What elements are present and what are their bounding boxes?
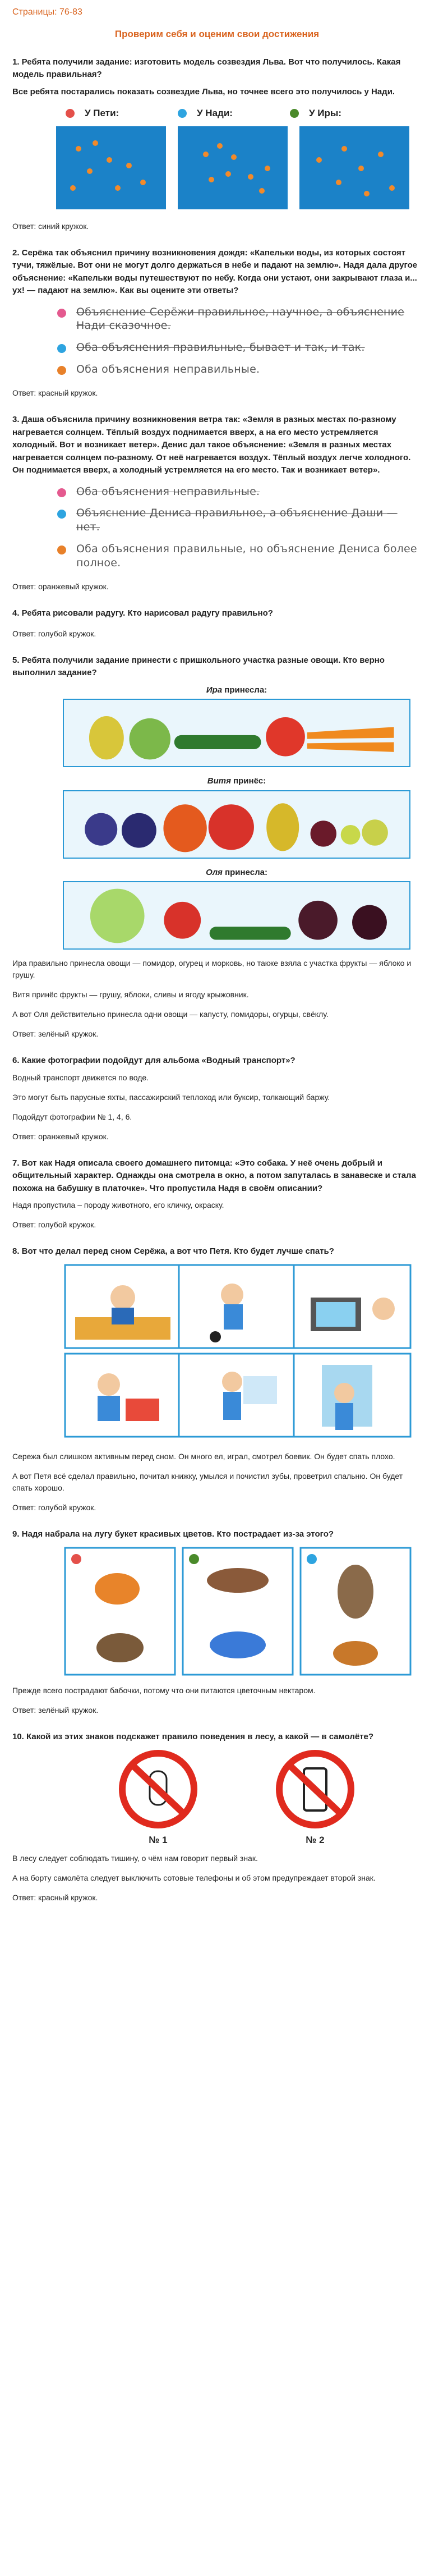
q9-explanation-1: Прежде всего пострадают бабочки, потому что они питаются цветочным нектаром.	[12, 1685, 316, 1695]
constellation-models	[56, 126, 409, 209]
question-4: 4. Ребята рисовали радугу. Кто нарисовал радугу правильно?	[12, 608, 273, 618]
sign-label-1: № 1	[149, 1835, 168, 1846]
answer-9: Ответ: зелёный кружок.	[12, 1705, 99, 1715]
question-1: 1. Ребята получили задание: изготовить модель созвездия Льва. Вот что получилось. Какая модель правильная?	[12, 57, 401, 79]
pink-dot-icon	[57, 309, 66, 318]
ira-vegetables-image	[63, 699, 410, 767]
question-1-note: Все ребята постарались показать созвездие Льва, но точнее всего это получилось у Нади.	[12, 86, 395, 97]
option-3-2: Объяснение Дениса правильное, а объяснение Даши — нет.	[57, 506, 422, 534]
page-title: Проверим себя и оценим свои достижения	[114, 29, 320, 39]
q6-explanation-2: Это могут быть парусные яхты, пассажирский теплоход или буксир, толкающий баржу.	[12, 1092, 330, 1102]
blue-dot-icon	[57, 344, 66, 353]
q10-explanation-1: В лесу следует соблюдать тишину, о чём нам говорит первый знак.	[12, 1854, 258, 1863]
animals-illustration	[64, 1547, 412, 1676]
option-2-2: Оба объяснения правильные, бывает и так, и так.	[57, 341, 422, 355]
orange-dot-icon	[57, 366, 66, 375]
leo-model-icon	[56, 126, 166, 209]
options-3	[57, 485, 422, 570]
q7-explanation-1: Надя пропустила – породу животного, его кличку, окраску.	[12, 1200, 224, 1210]
answer-5: Ответ: зелёный кружок.	[12, 1029, 99, 1039]
page	[12, 6, 422, 1904]
pages-label: Страницы: 76-83	[12, 7, 82, 17]
question-10: 10. Какой из этих знаков подскажет правило поведения в лесу, а какой — в самолёте?	[12, 1731, 374, 1741]
q8-explanation-1: Сережа был слишком активным перед сном. Он много ел, играл, смотрел боевик. Он будет спать плохо.	[12, 1452, 395, 1461]
label-nadya: У Нади:	[178, 106, 290, 121]
ira-label: Ира принесла:	[206, 685, 267, 695]
question-2: 2. Серёжа так объяснил причину возникновения дождя: «Капельки воды, из которых состоят тучи, тяжёлые. Вот они не могут долго держаться в небе и падают на землю». Надя дала другое объяснение: «Капельки воды путешествуют по небу. Когда они устают, они закрывают глаза и... ух! — падают на землю». Как вы оцените эти ответы?	[12, 247, 418, 295]
green-dot-icon	[290, 109, 299, 118]
question-7: 7. Вот как Надя описала своего домашнего питомца: «Это собака. У неё очень добрый и общительный характер. Однажды она смотрела в окно, а потом запуталась в занавеске и стала похожа на бабушку в платочке». Что пропустила Надя в своём описании?	[12, 1158, 416, 1193]
vitya-label: Витя принёс:	[207, 776, 266, 786]
question-6: 6. Какие фотографии подойдут для альбома «Водный транспорт»?	[12, 1056, 296, 1066]
pink-dot-icon	[57, 488, 66, 497]
constellation-model-ira	[299, 126, 409, 209]
q10-explanation-2: А на борту самолёта следует выключить сотовые телефоны и об этом предупреждает второй знак.	[12, 1873, 376, 1883]
blue-dot-icon	[178, 109, 187, 118]
no-noise-sign-icon	[122, 1753, 194, 1825]
red-dot-icon	[66, 109, 75, 118]
evening-routine-illustration	[64, 1264, 412, 1438]
answer-2: Ответ: красный кружок.	[12, 388, 98, 398]
option-2-1: Объяснение Серёжи правильное, научное, а объяснение Нади сказочное.	[57, 305, 422, 333]
blue-dot-icon	[57, 510, 66, 519]
options-2	[57, 305, 422, 377]
sign-label-2: № 2	[306, 1835, 325, 1846]
fruits-icon	[64, 791, 409, 858]
vitya-fruits-image	[63, 790, 410, 859]
q6-explanation-1: Водный транспорт движется по воде.	[12, 1072, 149, 1082]
option-3-3: Оба объяснения правильные, но объяснение Дениса более полное.	[57, 542, 422, 570]
leo-model-icon	[299, 126, 409, 209]
q5-explanation-1: Ира правильно принесла овощи — помидор, огурец и морковь, но также взяла с участка фрукты — яблоко и грушу.	[12, 959, 412, 980]
constellation-model-petya	[56, 126, 166, 209]
question-8: 8. Вот что делал перед сном Серёжа, а вот что Петя. Кто будет лучше спать?	[12, 1246, 334, 1257]
no-phone-sign-icon	[279, 1753, 351, 1825]
answer-4: Ответ: голубой кружок.	[12, 629, 96, 638]
label-ira: У Иры:	[290, 106, 402, 121]
prohibition-signs-illustration	[96, 1749, 377, 1847]
animals-pictures	[64, 1547, 412, 1676]
answer-1: Ответ: синий кружок.	[12, 221, 89, 231]
olya-label: Оля принесла:	[206, 867, 267, 877]
constellation-labels	[66, 106, 402, 121]
answer-7: Ответ: голубой кружок.	[12, 1220, 96, 1230]
label-petya: У Пети:	[66, 106, 178, 121]
q5-explanation-2: Витя принёс фрукты — грушу, яблоки, сливы и ягоду крыжовник.	[12, 990, 249, 1000]
answer-6: Ответ: оранжевый кружок.	[12, 1131, 109, 1141]
question-5: 5. Ребята получили задание принести с пришкольного участка разные овощи. Кто верно выполнил задание?	[12, 655, 385, 678]
evening-routine-pictures	[64, 1264, 412, 1442]
option-2-3: Оба объяснения неправильные.	[57, 363, 422, 377]
orange-dot-icon	[57, 546, 66, 554]
leo-model-icon	[178, 126, 288, 209]
answer-3: Ответ: оранжевый кружок.	[12, 582, 109, 592]
answer-10: Ответ: красный кружок.	[12, 1893, 98, 1903]
vegetable-pictures	[63, 684, 422, 950]
question-9: 9. Надя набрала на лугу букет красивых цветов. Кто пострадает из-за этого?	[12, 1529, 334, 1539]
vegetables-icon	[64, 882, 409, 948]
constellation-model-nadya	[178, 126, 288, 209]
olya-vegetables-image	[63, 881, 410, 950]
fruits-vegetables-icon	[64, 700, 409, 766]
answer-8: Ответ: голубой кружок.	[12, 1503, 96, 1512]
signs-pictures	[96, 1749, 377, 1847]
question-3: 3. Даша объяснила причину возникновения ветра так: «Земля в разных местах по-разному нагревается солнцем. Тёплый воздух поднимается вверх, а на его место устремляется холодный. Вот и возникает ветер». Денис дал такое объяснение: «Земля в разных местах нагревается солнцем по-разному. От неё нагревается воздух. Тёплый воздух легче холодного. Он поднимается вверх, а холодный устремляется на его место. Так и возникает ветер».	[12, 415, 411, 475]
q8-explanation-2: А вот Петя всё сделал правильно, почитал книжку, умылся и почистил зубы, проветрил спальню. Он будет спать хорошо.	[12, 1472, 403, 1493]
option-3-1: Оба объяснения неправильные.	[57, 485, 422, 499]
q5-explanation-3: А вот Оля действительно принесла одни овощи — капусту, помидоры, огурцы, свёклу.	[12, 1010, 329, 1019]
q6-explanation-3: Подойдут фотографии № 1, 4, 6.	[12, 1112, 132, 1121]
